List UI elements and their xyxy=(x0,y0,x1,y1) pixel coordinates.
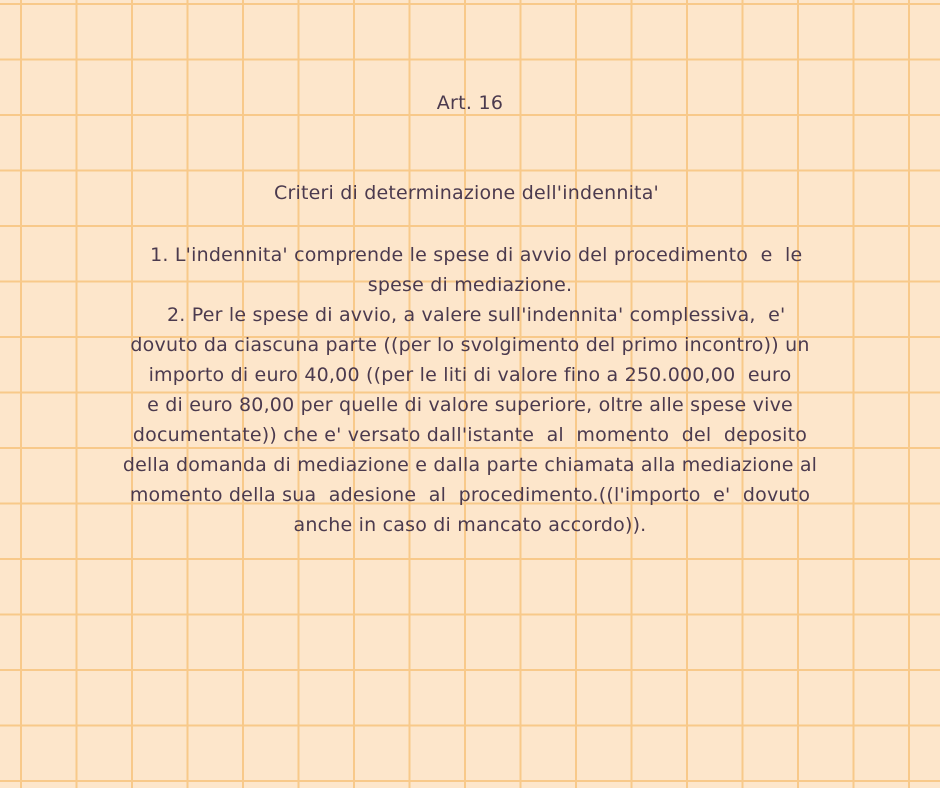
body-line: 1. L'indennita' comprende le spese di avvio del procedimento e le xyxy=(137,244,803,266)
body-line: e di euro 80,00 per quelle di valore superiore, oltre alle spese vive xyxy=(147,394,793,416)
body-line: documentate)) che e' versato dall'istante al momento del deposito xyxy=(132,424,808,446)
body-line: dovuto da ciascuna parte ((per lo svolgimento del primo incontro)) un xyxy=(130,334,810,356)
article-subtitle: Criteri di determinazione dell'indennita' xyxy=(274,182,659,204)
body-line: momento della sua adesione al procedimento.((l'importo e' dovuto xyxy=(129,484,811,506)
body-line: spese di mediazione. xyxy=(367,274,573,296)
body-line: 2. Per le spese di avvio, a valere sull'indennita' complessiva, e' xyxy=(154,304,786,326)
body-line: della domanda di mediazione e dalla parte chiamata alla mediazione al xyxy=(122,454,818,476)
body-line: anche in caso di mancato accordo)). xyxy=(293,514,647,536)
body-line: importo di euro 40,00 ((per le liti di valore fino a 250.000,00 euro xyxy=(148,364,792,386)
article-heading: Art. 16 xyxy=(436,92,504,114)
article-body xyxy=(0,240,940,540)
